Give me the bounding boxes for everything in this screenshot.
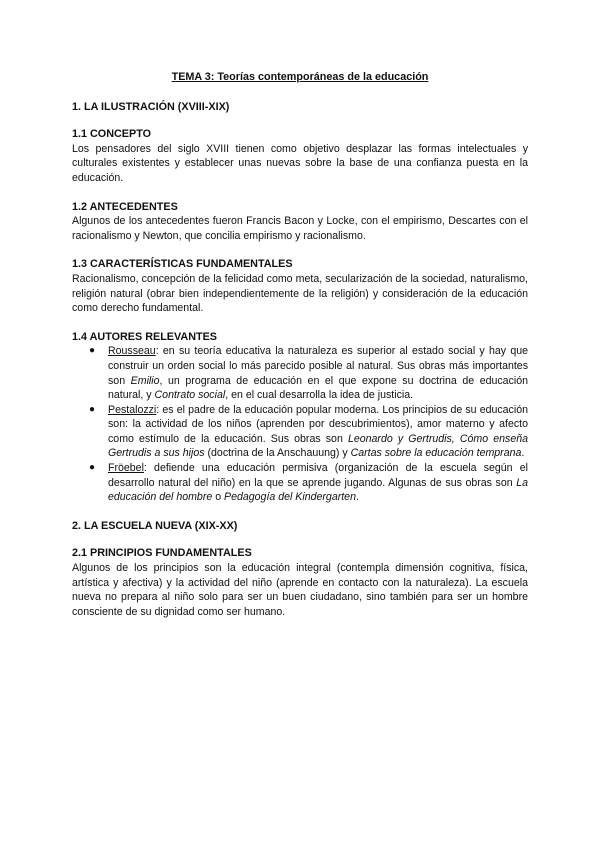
document-title: TEMA 3: Teorías contemporáneas de la educación <box>171 71 429 83</box>
work-title: Emilio <box>130 374 160 387</box>
work-title: Leonardo y Gertrudis, Cómo enseña Gertrudis a sus hijos <box>108 432 528 460</box>
paragraph-caracteristicas: Racionalismo, concepción de la felicidad como meta, secularización de la sociedad, naturalismo, religión natural (obrar bien independientemente de la religión) y consideración de la educación como derecho fundamental. <box>72 272 528 315</box>
list-item-rousseau <box>89 344 529 402</box>
list-item-pestalozzi <box>89 403 528 461</box>
author-text: (doctrina de la Anschauung) y <box>204 447 351 460</box>
paragraph-concepto: Los pensadores del siglo XVIII tienen como objetivo desplazar las formas intelectuales y culturales existentes y establecer unas nuevas sobre la base de una confianza puesta en la educación. <box>72 142 528 184</box>
author-text: . <box>355 491 359 504</box>
work-title: Pedagogía del Kindergarten <box>224 491 356 504</box>
section-heading-ilustracion: 1. LA ILUSTRACIÓN (XVIII-XIX) <box>72 100 230 113</box>
author-name-rousseau: Rousseau <box>108 345 156 358</box>
author-text: : defiende una educación permisiva (organización de la escuela según el desarrollo natural del niño) en la que se aprende jugando. Algunas de sus obras son <box>108 462 528 489</box>
work-title: La educación del hombre <box>108 476 528 504</box>
author-text: . <box>521 447 525 460</box>
author-name-pestalozzi: Pestalozzi <box>108 403 157 416</box>
subsection-heading-principios: 2.1 PRINCIPIOS FUNDAMENTALES <box>72 547 252 560</box>
author-text: : en su teoría educativa la naturaleza es superior al estado social y hay que construir un orden social lo más parecido posible al natural. Sus obras más importantes son <box>108 345 528 387</box>
subsection-heading-caracteristicas: 1.3 CARACTERÍSTICAS FUNDAMENTALES <box>72 258 293 271</box>
bullet-icon: ● <box>89 403 96 415</box>
subsection-heading-autores: 1.4 AUTORES RELEVANTES <box>72 330 217 343</box>
author-text: o <box>212 491 225 504</box>
section-heading-escuela-nueva: 2. LA ESCUELA NUEVA (XIX-XX) <box>72 519 238 532</box>
authors-list <box>72 344 528 505</box>
work-title: Contrato social <box>154 389 226 402</box>
subsection-heading-antecedentes: 1.2 ANTECEDENTES <box>72 200 178 213</box>
author-text: , un programa de educación en el que expone su doctrina de educación natural, y <box>108 374 529 402</box>
paragraph-antecedentes: Algunos de los antecedentes fueron Francis Bacon y Locke, con el empirismo, Descartes con el racionalismo y Newton, que concilia empirismo y racionalismo. <box>72 215 528 242</box>
list-item-froebel <box>89 461 528 505</box>
author-text: , en el cual desarrolla la idea de justicia. <box>225 389 414 402</box>
work-title: Cartas sobre la educación temprana <box>350 447 522 460</box>
author-text: : es el padre de la educación popular moderna. Los principios de su educación son: la actividad de los niños (aprenden por descubrimientos), amor materno y afecto como estímulo de la educación. Sus obras son <box>108 403 528 445</box>
subsection-heading-concepto: 1.1 CONCEPTO <box>72 128 151 141</box>
bullet-icon: ● <box>89 462 96 474</box>
paragraph-principios: Algunos de los principios son la educación integral (contempla dimensión cognitiva, física, artística y afectiva) y la actividad del niño (aprende en contacto con la naturaleza). La escuela nueva no prepara al niño solo para ser un buen ciudadano, sino también para ser un hombre consciente de su dignidad como ser humano. <box>72 562 528 618</box>
bullet-icon: ● <box>89 345 96 357</box>
author-name-froebel: Fröebel <box>108 462 144 475</box>
